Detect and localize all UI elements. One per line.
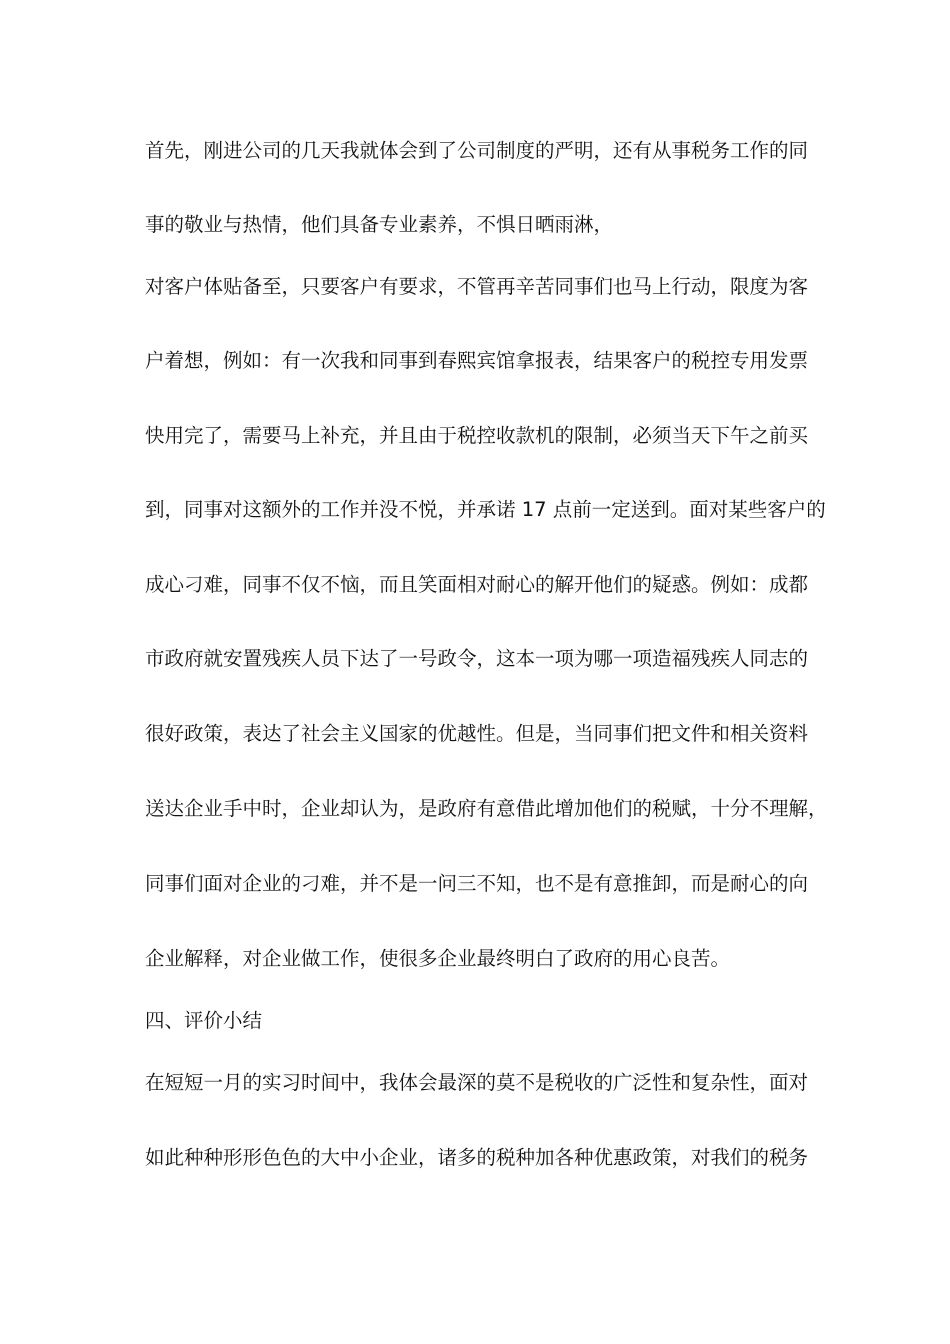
paragraph-line: 送达企业手中时，企业却认为，是政府有意借此增加他们的税赋，十分不理解， xyxy=(145,797,828,820)
paragraph-line: 在短短一月的实习时间中，我体会最深的莫不是税收的广泛性和复杂性，面对 xyxy=(145,1071,809,1094)
paragraph-line: 快用完了，需要马上补充，并且由于税控收款机的限制，必须当天下午之前买 xyxy=(145,424,809,447)
paragraph-line: 如此种种形形色色的大中小企业，诸多的税种加各种优惠政策，对我们的税务 xyxy=(145,1146,809,1169)
section-heading: 四、评价小结 xyxy=(145,1009,263,1032)
paragraph-line: 首先，刚进公司的几天我就体会到了公司制度的严明，还有从事税务工作的同 xyxy=(145,139,809,162)
paragraph-line: 成心刁难，同事不仅不恼，而且笑面相对耐心的解开他们的疑惑。例如：成都 xyxy=(145,573,809,596)
paragraph-line: 对客户体贴备至，只要客户有要求，不管再辛苦同事们也马上行动，限度为客 xyxy=(145,275,809,298)
paragraph-line: 户着想，例如：有一次我和同事到春熙宾馆拿报表，结果客户的税控专用发票 xyxy=(145,349,809,372)
paragraph-line: 到，同事对这额外的工作并没不悦，并承诺 17 点前一定送到。面对某些客户的 xyxy=(145,498,826,521)
paragraph-line: 市政府就安置残疾人员下达了一号政令，这本一项为哪一项造福残疾人同志的 xyxy=(145,647,809,670)
paragraph-line: 很好政策，表达了社会主义国家的优越性。但是，当同事们把文件和相关资料 xyxy=(145,722,809,745)
paragraph-line: 事的敬业与热情，他们具备专业素养，不惧日晒雨淋， xyxy=(145,213,614,236)
paragraph-line: 企业解释，对企业做工作，使很多企业最终明白了政府的用心良苦。 xyxy=(145,947,731,970)
paragraph-line: 同事们面对企业的刁难，并不是一问三不知，也不是有意推卸，而是耐心的向 xyxy=(145,872,809,895)
